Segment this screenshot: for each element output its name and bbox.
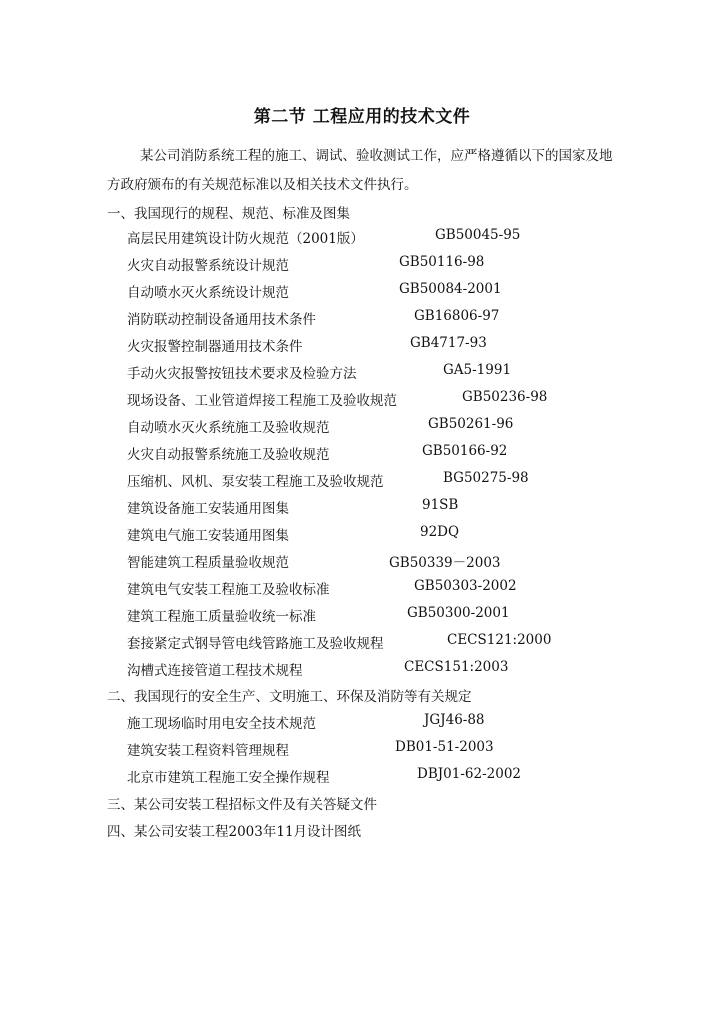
standard-row: [127, 605, 647, 625]
standard-code: GB4717-93: [410, 335, 487, 351]
standard-name: 建筑工程施工质量验收统一标准: [127, 609, 316, 625]
standard-row: [127, 254, 647, 274]
standard-name: 建筑设备施工安装通用图集: [127, 501, 289, 517]
standard-code: GB50084-2001: [399, 281, 502, 297]
standard-code: 91SB: [422, 497, 459, 513]
standard-row: [127, 227, 647, 247]
intro-paragraph-line-1: 某公司消防系统工程的施工、调试、验收测试工作，应严格遵循以下的国家及地: [140, 148, 613, 164]
standard-code: CECS151:2003: [404, 659, 509, 675]
standard-code: DB01-51-2003: [395, 739, 494, 755]
section-heading-2: 二、我国现行的安全生产、文明施工、环保及消防等有关规定: [107, 689, 472, 705]
standard-name: 手动火灾报警按钮技术要求及检验方法: [127, 366, 357, 382]
standard-name: 自动喷水灭火系统设计规范: [127, 285, 289, 301]
standard-name: 消防联动控制设备通用技术条件: [127, 312, 316, 328]
section-title: 第二节 工程应用的技术文件: [253, 107, 471, 127]
standard-name: 高层民用建筑设计防火规范（2001版）: [127, 231, 364, 247]
standard-row: [127, 712, 647, 732]
standard-code: GB50261-96: [428, 416, 514, 432]
standard-name: 建筑安装工程资料管理规程: [127, 743, 289, 759]
standard-code: JGJ46-88: [424, 712, 485, 728]
standard-row: [127, 659, 647, 679]
standard-row: [127, 766, 647, 786]
standard-name: 压缩机、风机、泵安装工程施工及验收规范: [127, 474, 384, 490]
standard-code: 92DQ: [420, 524, 460, 540]
standard-row: [127, 578, 647, 598]
standard-code: GB50236-98: [462, 389, 548, 405]
section-heading-3: 三、某公司安装工程招标文件及有关答疑文件: [107, 797, 377, 813]
standard-code: CECS121:2000: [447, 632, 552, 648]
standard-code: GB50166-92: [422, 443, 508, 459]
standard-code: GB50300-2001: [407, 605, 510, 621]
standard-row: [127, 416, 647, 436]
standard-name: 火灾报警控制器通用技术条件: [127, 339, 303, 355]
standard-name: 自动喷水灭火系统施工及验收规范: [127, 420, 330, 436]
standard-code: GB50045-95: [435, 227, 521, 243]
standard-name: 施工现场临时用电安全技术规范: [127, 716, 316, 732]
standard-row: [127, 362, 647, 382]
standard-code: BG50275-98: [443, 470, 529, 486]
standard-row: [127, 739, 647, 759]
standard-row: [127, 470, 647, 490]
standard-row: [127, 497, 647, 517]
intro-paragraph-line-2: 方政府颁布的有关规范标准以及相关技术文件执行。: [107, 177, 418, 193]
standard-name: 建筑电气施工安装通用图集: [127, 528, 289, 544]
section-heading-4: 四、某公司安装工程2003年11月设计图纸: [107, 824, 362, 840]
standard-name: 沟槽式连接管道工程技术规程: [127, 663, 303, 679]
standard-row: [127, 389, 647, 409]
standard-row: [127, 551, 647, 571]
standard-row: [127, 524, 647, 544]
standard-name: 现场设备、工业管道焊接工程施工及验收规范: [127, 393, 397, 409]
standard-code: GB50303-2002: [414, 578, 517, 594]
standard-row: [127, 281, 647, 301]
standard-row: [127, 632, 647, 652]
standard-code: GB16806-97: [414, 308, 500, 324]
standard-row: [127, 443, 647, 463]
standard-name: 套接紧定式钢导管电线管路施工及验收规程: [127, 636, 384, 652]
standard-name: 智能建筑工程质量验收规范: [127, 555, 289, 571]
standard-name: 火灾自动报警系统施工及验收规范: [127, 447, 330, 463]
standard-row: [127, 335, 647, 355]
standard-code: GA5-1991: [443, 362, 512, 378]
standard-code: DBJ01-62-2002: [417, 766, 521, 782]
standard-code: GB50116-98: [399, 254, 485, 270]
standard-name: 北京市建筑工程施工安全操作规程: [127, 770, 330, 786]
standard-code: GB50339－2003: [389, 555, 501, 571]
standard-name: 建筑电气安装工程施工及验收标准: [127, 582, 330, 598]
section-heading-1: 一、我国现行的规程、规范、标准及图集: [107, 206, 350, 222]
standard-name: 火灾自动报警系统设计规范: [127, 258, 289, 274]
standard-row: [127, 308, 647, 328]
